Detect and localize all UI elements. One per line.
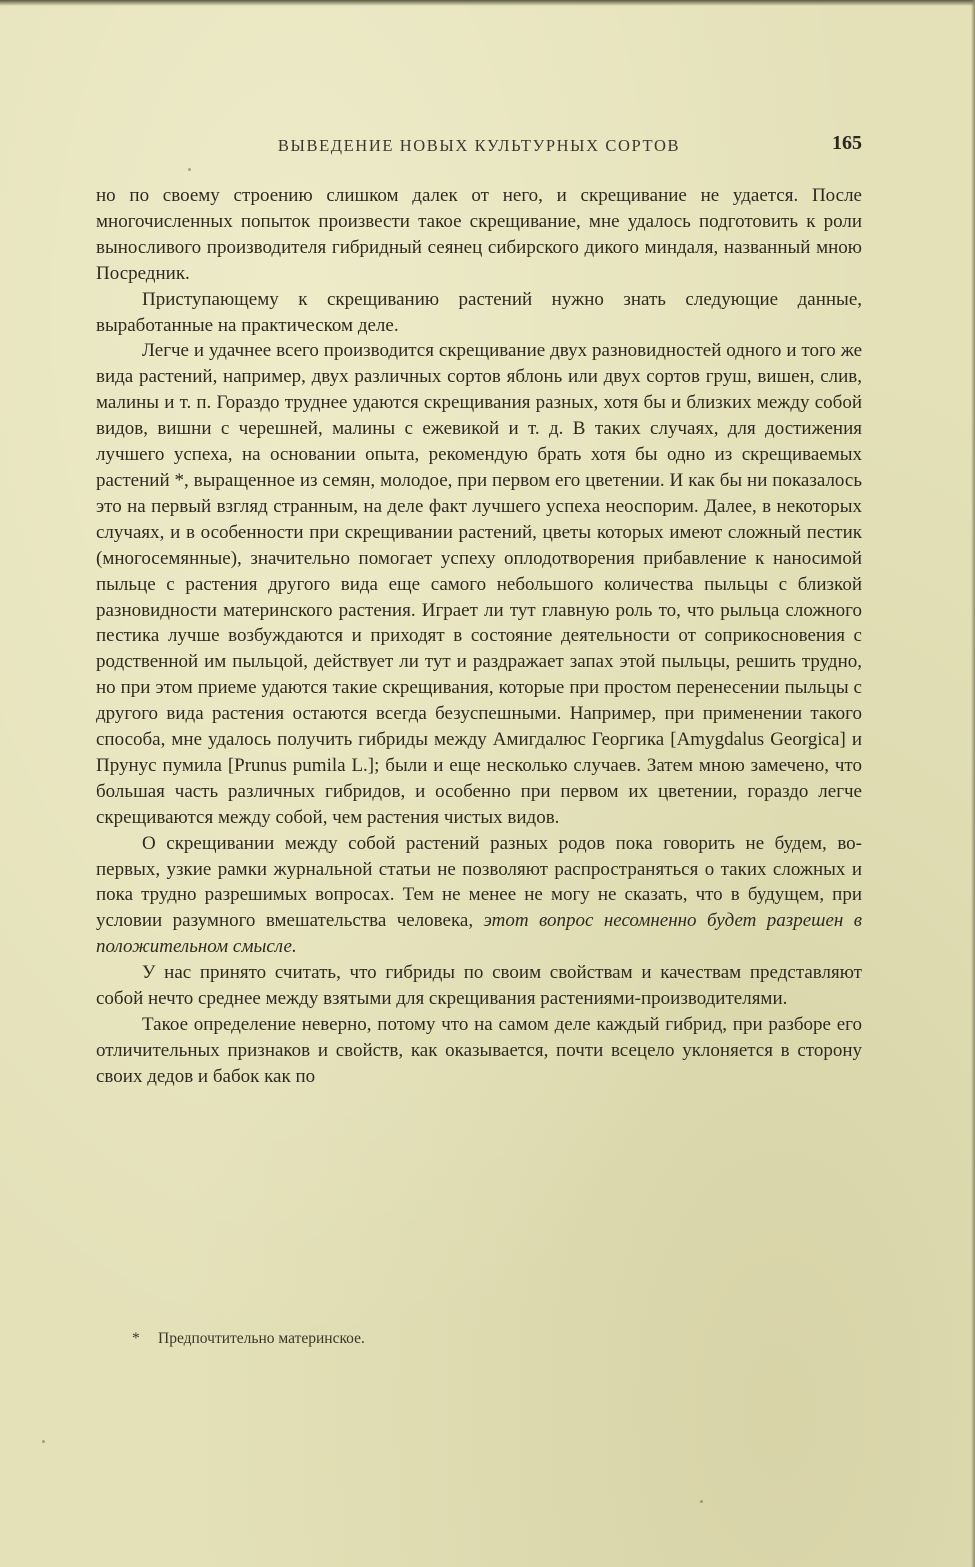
running-title: ВЫВЕДЕНИЕ НОВЫХ КУЛЬТУРНЫХ СОРТОВ: [277, 136, 681, 155]
page-header: [96, 130, 862, 164]
footnote-text: Предпочтительно материнское.: [158, 1330, 365, 1347]
page-number: 165: [832, 132, 862, 154]
scan-right-edge: [971, 0, 975, 1567]
paper-speck: [700, 1500, 703, 1503]
paragraph: Легче и удачнее всего производится скрещивание двух разновидностей одного и того же вида растений, например, двух различных сортов яблонь или двух сортов груш, вишен, слив, малины и т. п. Гораздо труднее удаются скрещивания разных, хотя бы и близких между собой видов, вишни с черешней, малины с ежевикой и т. д. В таких случаях, для достижения лучшего успеха, на основании опыта, рекомендую брать хотя бы одно из скрещиваемых растений *, выращенное из семян, молодое, при первом его цветении. И как бы ни показалось это на первый взгляд странным, на деле факт лучшего успеха неоспорим. Далее, в некоторых случаях, и в особенности при скрещивании растений, цветы которых имеют сложный пестик (многосемянные), значительно помогает успеху оплодотворения прибавление к наносимой пыльце с растения другого вида еще самого небольшого количества пыльцы с близкой разновидности материнского растения. Играет ли тут главную роль то, что рыльца сложного пестика лучше возбуждаются и приходят в состояние деятельности от соприкосновения с родственной им пыльцой, действует ли тут и раздражает запах этой пыльцы, решить трудно, но при этом приеме удаются такие скрещивания, которые при простом перенесении пыльцы с другого вида растения остаются всегда безуспешными. Например, при применении такого способа, мне удалось получить гибриды между Амигдалюс Георгика [Amygdalus Georgica] и Прунус пумила [Prunus pumila L.]; были и еще несколько случаев. Затем мною замечено, что большая часть различных гибридов, и особенно при первом их цветении, гораздо легче скрещиваются между собой, чем растения чистых видов.: [96, 340, 862, 828]
paragraph: У нас принято считать, что гибриды по своим свойствам и качествам представляют собой нечто среднее между взятыми для скрещивания растениями-производителями.: [96, 962, 862, 1010]
footnote: [132, 1330, 832, 1348]
paragraph: Такое определение неверно, потому что на самом деле каждый гибрид, при разборе его отличительных признаков и свойств, как оказывается, почти всецело уклоняется в сторону своих дедов и бабок как по: [96, 1014, 862, 1087]
italic-emphasis: этот вопрос несомненно будет разрешен в положительном смысле.: [96, 910, 863, 958]
paragraph: [96, 831, 862, 961]
paragraph: но по своему строению слишком далек от него, и скрещивание не удается. После многочисленных попыток произвести такое скрещивание, мне удалось подготовить к роли выносливого производителя гибридный сеянец сибирского дикого миндаля, названный мною Посредник.: [96, 185, 862, 284]
footnote-marker: *: [132, 1330, 140, 1347]
scan-top-edge: [0, 0, 975, 6]
body-text: [96, 183, 862, 1090]
paper-speck: [42, 1440, 45, 1443]
paragraph-text: О скрещивании между собой растений разных родов пока говорить не будем, во-первых, узкие рамки журнальной статьи не позволяют распространяться о таких сложных и пока трудно разрешимых вопросах. Тем не менее не могу не сказать, что в будущем, при условии разумного вмешательства человека,: [96, 832, 862, 932]
paragraph: Приступающему к скрещиванию растений нужно знать следующие данные, выработанные на практическом деле.: [96, 288, 862, 336]
paper-speck: [188, 168, 191, 171]
